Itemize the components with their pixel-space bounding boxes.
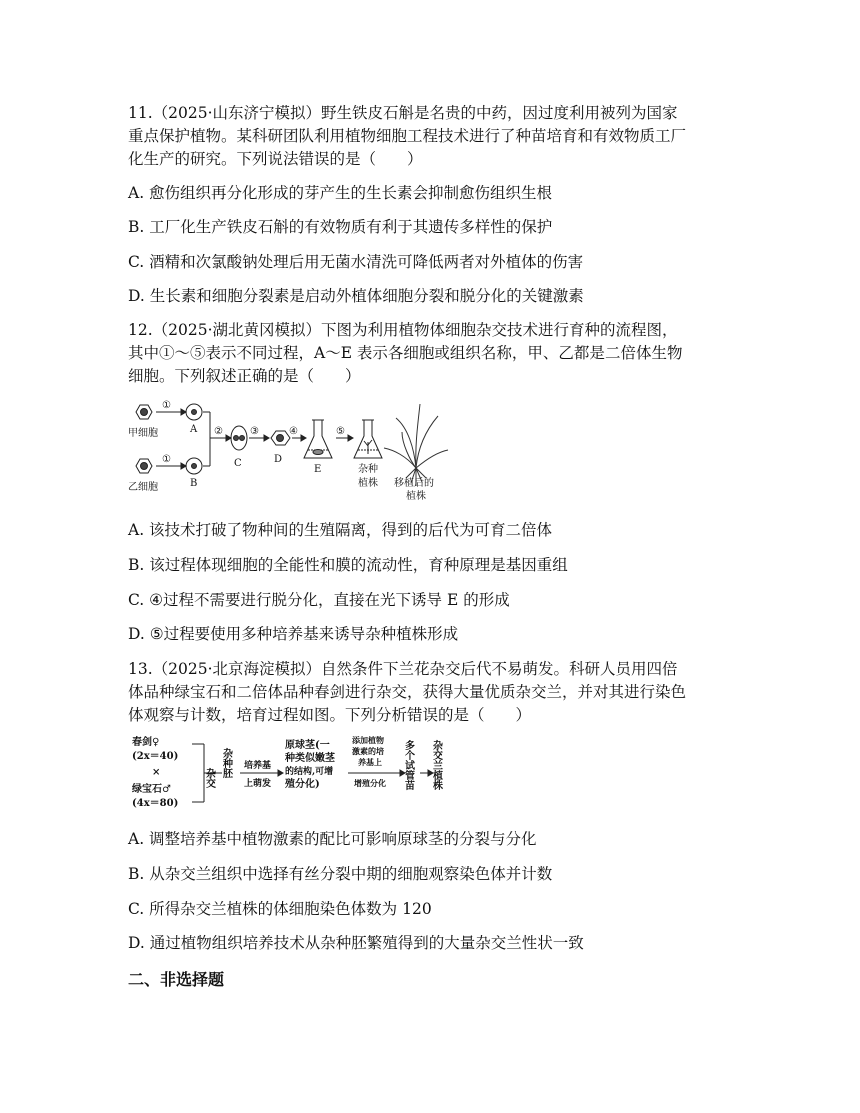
add-hormone-line-2: 激素的培 — [352, 746, 384, 756]
q12-stem-line-1: 12.（2025·湖北黄冈模拟）下图为利用植物体细胞杂交技术进行育种的流程图， — [128, 321, 678, 339]
q13-option-c: C. 所得杂交兰植株的体细胞染色体数为 120 — [128, 900, 432, 918]
section-heading-non-choice: 二、非选择题 — [128, 970, 225, 989]
q13-option-d: D. 通过植物组织培养技术从杂种胚繁殖得到的大量杂交兰性状一致 — [128, 934, 584, 952]
q13-option-b: B. 从杂交兰组织中选择有丝分裂中期的细胞观察染色体并计数 — [128, 865, 553, 883]
hybrid-plant-label-1: 杂种 — [358, 464, 378, 475]
plb-line-4: 殖分化) — [285, 779, 320, 790]
parent-lvbaoshi-name: 绿宝石♂ — [132, 784, 171, 795]
plb-line-1: 原球茎(一 — [285, 740, 330, 751]
step-1b-label: ① — [162, 454, 171, 465]
q11-stem-line-1: 11.（2025·山东济宁模拟）野生铁皮石斛是名贵的中药，因过度利用被列为国家 — [128, 104, 678, 122]
step-1a-label: ① — [162, 400, 171, 411]
step-5-label: ⑤ — [336, 426, 345, 437]
label-a: A — [190, 424, 198, 435]
parent-chunjian-chromosomes: (2x＝40) — [132, 751, 179, 762]
step-3-label: ③ — [250, 426, 259, 437]
proliferation-label: 增殖分化 — [354, 778, 386, 788]
step-cross-label: 杂交 — [203, 768, 215, 788]
label-c: C — [234, 458, 242, 469]
cell-jia-label: 甲细胞 — [128, 428, 158, 439]
q12-option-c: C. ④过程不需要进行脱分化，直接在光下诱导 E 的形成 — [128, 591, 510, 609]
add-hormone-line-3: 养基上 — [358, 757, 382, 767]
parent-lvbaoshi-chromosomes: (4x＝80) — [132, 798, 179, 809]
label-e: E — [314, 464, 322, 475]
q13-option-a: A. 调整培养基中植物激素的配比可影响原球茎的分裂与分化 — [128, 830, 537, 848]
q13-stem-line-2: 体品种绿宝石和二倍体品种春剑进行杂交，获得大量优质杂交兰，并对其进行染色 — [128, 683, 687, 701]
cell-yi-label: 乙细胞 — [128, 482, 158, 493]
plb-line-3: 的结构,可增 — [285, 767, 334, 777]
hybrid-embryo-label: 杂种胚 — [220, 748, 232, 778]
plb-line-2: 种类似嫩茎 — [285, 753, 335, 764]
q12-option-d: D. ⑤过程要使用多种培养基来诱导杂种植株形成 — [128, 625, 459, 643]
q12-hybridization-flowchart — [126, 398, 456, 506]
q13-orchid-breeding-flowchart — [130, 734, 460, 814]
medium-top-label: 培养基 — [244, 761, 272, 771]
add-hormone-line-1: 添加植物 — [352, 735, 384, 745]
transplanted-label-2: 植株 — [406, 491, 426, 502]
transplanted-label-1: 移植后的 — [394, 478, 434, 489]
q13-stem-line-3: 体观察与计数，培育过程如图。下列分析错误的是（ ） — [128, 706, 532, 724]
parent-chunjian-name: 春剑♀ — [132, 737, 160, 748]
label-b: B — [190, 478, 198, 489]
q11-option-b: B. 工厂化生产铁皮石斛的有效物质有利于其遗传多样性的保护 — [128, 218, 553, 236]
step-2-label: ② — [214, 426, 223, 437]
q11-option-d: D. 生长素和细胞分裂素是启动外植体细胞分裂和脱分化的关键激素 — [128, 287, 584, 305]
q13-stem-line-1: 13.（2025·北京海淀模拟）自然条件下兰花杂交后代不易萌发。科研人员用四倍 — [128, 660, 678, 678]
hybrid-orchid-plant-label: 杂交兰植株 — [430, 740, 442, 790]
medium-bottom-label: 上萌发 — [244, 779, 272, 789]
q12-option-a: A. 该技术打破了物种间的生殖隔离，得到的后代为可育二倍体 — [128, 521, 553, 539]
test-tube-seedlings-label: 多个试管苗 — [402, 740, 414, 790]
step-4-label: ④ — [289, 426, 298, 437]
q12-stem-line-3: 细胞。下列叙述正确的是（ ） — [128, 367, 361, 385]
q11-option-a: A. 愈伤组织再分化形成的芽产生的生长素会抑制愈伤组织生根 — [128, 184, 553, 202]
label-d: D — [274, 454, 283, 465]
q11-stem-line-2: 重点保护植物。某科研团队利用植物细胞工程技术进行了种苗培育和有效物质工厂 — [128, 127, 687, 145]
cross-symbol: × — [152, 767, 161, 778]
q11-stem-line-3: 化生产的研究。下列说法错误的是（ ） — [128, 150, 423, 168]
q11-option-c: C. 酒精和次氯酸钠处理后用无菌水清洗可降低两者对外植体的伤害 — [128, 253, 584, 271]
q12-option-b: B. 该过程体现细胞的全能性和膜的流动性，育种原理是基因重组 — [128, 556, 568, 574]
q12-stem-line-2: 其中①～⑤表示不同过程，A～E 表示各细胞或组织名称，甲、乙都是二倍体生物 — [128, 344, 683, 362]
hybrid-plant-label-2: 植株 — [358, 478, 378, 489]
